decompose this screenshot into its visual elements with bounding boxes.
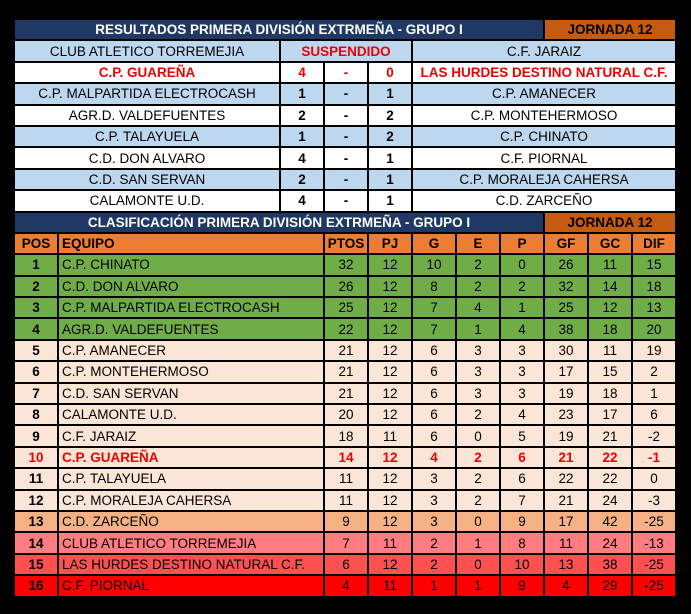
table-row: [14, 490, 676, 511]
cell-pj: 11: [368, 425, 412, 446]
match-home-score: 1: [280, 83, 324, 104]
table-row: [14, 297, 676, 318]
cell-pj: 12: [368, 276, 412, 297]
cell-ptos: 11: [324, 468, 368, 489]
cell-g: 3: [412, 490, 456, 511]
cell-dif: -13: [632, 532, 676, 553]
table-row: [14, 468, 676, 489]
cell-pj: 12: [368, 254, 412, 275]
cell-pos: 6: [14, 361, 58, 382]
table-row: [14, 254, 676, 275]
cell-pos: 16: [14, 575, 58, 596]
cell-gf: 22: [544, 468, 588, 489]
match-separator: -: [324, 169, 368, 190]
cell-pos: 5: [14, 340, 58, 361]
cell-pj: 12: [368, 554, 412, 575]
cell-p: 8: [500, 532, 544, 553]
cell-e: 2: [456, 276, 500, 297]
header-gf: GF: [544, 233, 588, 254]
cell-dif: 1: [632, 383, 676, 404]
match-home-score: 2: [280, 105, 324, 126]
match-status: SUSPENDIDO: [280, 40, 412, 61]
cell-gc: 11: [588, 340, 632, 361]
match-away: C.F. PIORNAL: [412, 147, 676, 168]
cell-team: C.P. GUAREÑA: [58, 447, 324, 468]
cell-pos: 10: [14, 447, 58, 468]
match-home: C.P. TALAYUELA: [14, 126, 280, 147]
cell-dif: -25: [632, 554, 676, 575]
cell-ptos: 20: [324, 404, 368, 425]
match-home: C.D. SAN SERVAN: [14, 169, 280, 190]
match-row: [14, 105, 676, 126]
cell-pj: 12: [368, 318, 412, 339]
cell-team: CALAMONTE U.D.: [58, 404, 324, 425]
cell-p: 6: [500, 447, 544, 468]
match-away: C.P. MONTEHERMOSO: [412, 105, 676, 126]
cell-p: 4: [500, 318, 544, 339]
cell-team: C.P. TALAYUELA: [58, 468, 324, 489]
cell-dif: 2: [632, 361, 676, 382]
cell-dif: 19: [632, 340, 676, 361]
standings-table: [14, 254, 676, 596]
cell-gc: 22: [588, 468, 632, 489]
cell-ptos: 6: [324, 554, 368, 575]
header-pj: PJ: [368, 233, 412, 254]
cell-e: 3: [456, 340, 500, 361]
header-g: G: [412, 233, 456, 254]
cell-gf: 30: [544, 340, 588, 361]
cell-e: 2: [456, 447, 500, 468]
cell-gf: 17: [544, 361, 588, 382]
cell-gf: 13: [544, 554, 588, 575]
cell-p: 6: [500, 468, 544, 489]
match-home: C.D. DON ALVARO: [14, 147, 280, 168]
cell-dif: -1: [632, 447, 676, 468]
cell-gc: 18: [588, 318, 632, 339]
cell-g: 6: [412, 383, 456, 404]
cell-ptos: 21: [324, 383, 368, 404]
cell-team: C.D. SAN SERVAN: [58, 383, 324, 404]
cell-g: 1: [412, 575, 456, 596]
cell-gc: 38: [588, 554, 632, 575]
cell-p: 10: [500, 554, 544, 575]
cell-gf: 26: [544, 254, 588, 275]
cell-team: C.F. JARAIZ: [58, 425, 324, 446]
cell-gf: 21: [544, 490, 588, 511]
table-row: [14, 425, 676, 446]
match-separator: -: [324, 190, 368, 211]
cell-pj: 11: [368, 575, 412, 596]
standings-title-row: [14, 212, 676, 233]
cell-gc: 22: [588, 447, 632, 468]
header-ptos: PTOS: [324, 233, 368, 254]
cell-team: C.D. DON ALVARO: [58, 276, 324, 297]
table-row: [14, 340, 676, 361]
cell-pj: 12: [368, 468, 412, 489]
cell-dif: 18: [632, 276, 676, 297]
results-list: [14, 40, 676, 211]
header-pos: POS: [14, 233, 58, 254]
cell-gc: 14: [588, 276, 632, 297]
cell-g: 7: [412, 297, 456, 318]
header-gc: GC: [588, 233, 632, 254]
match-away: LAS HURDES DESTINO NATURAL C.F.: [412, 62, 676, 83]
match-home: C.P. GUAREÑA: [14, 62, 280, 83]
cell-p: 3: [500, 383, 544, 404]
cell-e: 0: [456, 425, 500, 446]
match-home-score: 2: [280, 169, 324, 190]
match-row: [14, 190, 676, 211]
cell-e: 2: [456, 404, 500, 425]
match-home: C.P. MALPARTIDA ELECTROCASH: [14, 83, 280, 104]
cell-pos: 12: [14, 490, 58, 511]
match-separator: -: [324, 126, 368, 147]
cell-e: 1: [456, 575, 500, 596]
cell-gc: 21: [588, 425, 632, 446]
cell-ptos: 21: [324, 340, 368, 361]
match-away: C.P. MORALEJA CAHERSA: [412, 169, 676, 190]
table-row: [14, 276, 676, 297]
cell-pj: 12: [368, 447, 412, 468]
match-away-score: 2: [368, 126, 412, 147]
results-title-row: [14, 19, 676, 40]
cell-g: 6: [412, 340, 456, 361]
match-home-score: 4: [280, 147, 324, 168]
cell-gc: 29: [588, 575, 632, 596]
table-row: [14, 318, 676, 339]
cell-gf: 23: [544, 404, 588, 425]
header-equipo: EQUIPO: [58, 233, 324, 254]
standings-jornada: JORNADA 12: [544, 212, 676, 233]
match-separator: -: [324, 83, 368, 104]
cell-gc: 18: [588, 383, 632, 404]
cell-g: 2: [412, 532, 456, 553]
cell-pos: 11: [14, 468, 58, 489]
cell-team: CLUB ATLETICO TORREMEJIA: [58, 532, 324, 553]
match-separator: -: [324, 62, 368, 83]
header-p: P: [500, 233, 544, 254]
cell-dif: 6: [632, 404, 676, 425]
match-away-score: 1: [368, 147, 412, 168]
cell-gc: 12: [588, 297, 632, 318]
match-separator: -: [324, 147, 368, 168]
cell-ptos: 7: [324, 532, 368, 553]
cell-ptos: 21: [324, 361, 368, 382]
cell-ptos: 26: [324, 276, 368, 297]
cell-g: 6: [412, 361, 456, 382]
results-title: RESULTADOS PRIMERA DIVISIÓN EXTRMEÑA - GRUPO I: [14, 19, 544, 40]
cell-pos: 13: [14, 511, 58, 532]
table-row: [14, 511, 676, 532]
standings-board: [14, 19, 676, 597]
match-row: [14, 147, 676, 168]
cell-gf: 32: [544, 276, 588, 297]
cell-gf: 19: [544, 383, 588, 404]
cell-team: AGR.D. VALDEFUENTES: [58, 318, 324, 339]
match-separator: -: [324, 105, 368, 126]
match-away: C.F. JARAIZ: [412, 40, 676, 61]
cell-gf: 4: [544, 575, 588, 596]
cell-dif: -25: [632, 575, 676, 596]
match-away-score: 1: [368, 190, 412, 211]
match-away-score: 0: [368, 62, 412, 83]
cell-pj: 12: [368, 490, 412, 511]
cell-g: 8: [412, 276, 456, 297]
match-row: [14, 126, 676, 147]
cell-pj: 12: [368, 340, 412, 361]
cell-p: 0: [500, 254, 544, 275]
cell-p: 1: [500, 297, 544, 318]
cell-gf: 17: [544, 511, 588, 532]
cell-p: 2: [500, 276, 544, 297]
cell-gf: 21: [544, 447, 588, 468]
cell-ptos: 18: [324, 425, 368, 446]
match-away-score: 1: [368, 169, 412, 190]
cell-gf: 19: [544, 425, 588, 446]
cell-team: C.P. MORALEJA CAHERSA: [58, 490, 324, 511]
table-row: [14, 575, 676, 596]
header-dif: DIF: [632, 233, 676, 254]
cell-dif: -2: [632, 425, 676, 446]
cell-team: C.P. CHINATO: [58, 254, 324, 275]
cell-gc: 42: [588, 511, 632, 532]
match-home-score: 4: [280, 62, 324, 83]
table-row: [14, 532, 676, 553]
cell-ptos: 11: [324, 490, 368, 511]
table-row: [14, 447, 676, 468]
cell-team: C.P. AMANECER: [58, 340, 324, 361]
cell-pos: 1: [14, 254, 58, 275]
match-away: C.P. CHINATO: [412, 126, 676, 147]
cell-team: C.D. ZARCEÑO: [58, 511, 324, 532]
cell-p: 9: [500, 575, 544, 596]
match-away-score: 2: [368, 105, 412, 126]
cell-pos: 4: [14, 318, 58, 339]
cell-dif: 20: [632, 318, 676, 339]
match-home: CLUB ATLETICO TORREMEJIA: [14, 40, 280, 61]
cell-ptos: 32: [324, 254, 368, 275]
cell-dif: -3: [632, 490, 676, 511]
cell-pos: 3: [14, 297, 58, 318]
cell-gc: 11: [588, 254, 632, 275]
match-home-score: 4: [280, 190, 324, 211]
cell-g: 3: [412, 511, 456, 532]
cell-pj: 12: [368, 383, 412, 404]
cell-p: 9: [500, 511, 544, 532]
match-home: CALAMONTE U.D.: [14, 190, 280, 211]
results-jornada: JORNADA 12: [544, 19, 676, 40]
cell-team: C.P. MALPARTIDA ELECTROCASH: [58, 297, 324, 318]
match-away: C.D. ZARCEÑO: [412, 190, 676, 211]
match-row: [14, 169, 676, 190]
match-row: [14, 83, 676, 104]
cell-team: C.P. MONTEHERMOSO: [58, 361, 324, 382]
cell-g: 7: [412, 318, 456, 339]
cell-team: C.F. PIORNAL: [58, 575, 324, 596]
cell-pos: 8: [14, 404, 58, 425]
cell-e: 3: [456, 361, 500, 382]
cell-p: 5: [500, 425, 544, 446]
cell-p: 4: [500, 404, 544, 425]
cell-ptos: 14: [324, 447, 368, 468]
match-home-score: 1: [280, 126, 324, 147]
match-away-score: 1: [368, 83, 412, 104]
cell-gc: 15: [588, 361, 632, 382]
match-away: C.P. AMANECER: [412, 83, 676, 104]
table-row: [14, 383, 676, 404]
cell-dif: 0: [632, 468, 676, 489]
cell-pos: 9: [14, 425, 58, 446]
cell-p: 3: [500, 340, 544, 361]
cell-pj: 12: [368, 404, 412, 425]
cell-gc: 17: [588, 404, 632, 425]
cell-pj: 12: [368, 297, 412, 318]
cell-pj: 12: [368, 361, 412, 382]
cell-g: 4: [412, 447, 456, 468]
cell-p: 7: [500, 490, 544, 511]
cell-ptos: 22: [324, 318, 368, 339]
cell-dif: -25: [632, 511, 676, 532]
standings-header-row: [14, 233, 676, 254]
cell-g: 6: [412, 425, 456, 446]
match-home: AGR.D. VALDEFUENTES: [14, 105, 280, 126]
cell-gc: 24: [588, 490, 632, 511]
cell-pos: 2: [14, 276, 58, 297]
match-row: [14, 40, 676, 61]
cell-e: 4: [456, 297, 500, 318]
cell-e: 0: [456, 554, 500, 575]
cell-ptos: 4: [324, 575, 368, 596]
cell-e: 2: [456, 254, 500, 275]
cell-gc: 24: [588, 532, 632, 553]
cell-p: 3: [500, 361, 544, 382]
cell-gf: 38: [544, 318, 588, 339]
cell-team: LAS HURDES DESTINO NATURAL C.F.: [58, 554, 324, 575]
cell-g: 10: [412, 254, 456, 275]
cell-pos: 14: [14, 532, 58, 553]
table-row: [14, 404, 676, 425]
table-row: [14, 554, 676, 575]
cell-ptos: 9: [324, 511, 368, 532]
cell-e: 2: [456, 468, 500, 489]
cell-pj: 12: [368, 511, 412, 532]
cell-e: 3: [456, 383, 500, 404]
cell-pos: 7: [14, 383, 58, 404]
cell-ptos: 25: [324, 297, 368, 318]
cell-g: 3: [412, 468, 456, 489]
table-row: [14, 361, 676, 382]
cell-e: 0: [456, 511, 500, 532]
cell-g: 6: [412, 404, 456, 425]
standings-title: CLASIFICACIÓN PRIMERA DIVISIÓN EXTRMEÑA - GRUPO I: [14, 212, 544, 233]
cell-e: 1: [456, 318, 500, 339]
cell-gf: 25: [544, 297, 588, 318]
cell-gf: 11: [544, 532, 588, 553]
cell-e: 2: [456, 490, 500, 511]
cell-dif: 13: [632, 297, 676, 318]
cell-e: 1: [456, 532, 500, 553]
match-row: [14, 62, 676, 83]
cell-dif: 15: [632, 254, 676, 275]
header-e: E: [456, 233, 500, 254]
cell-g: 2: [412, 554, 456, 575]
cell-pj: 11: [368, 532, 412, 553]
cell-pos: 15: [14, 554, 58, 575]
